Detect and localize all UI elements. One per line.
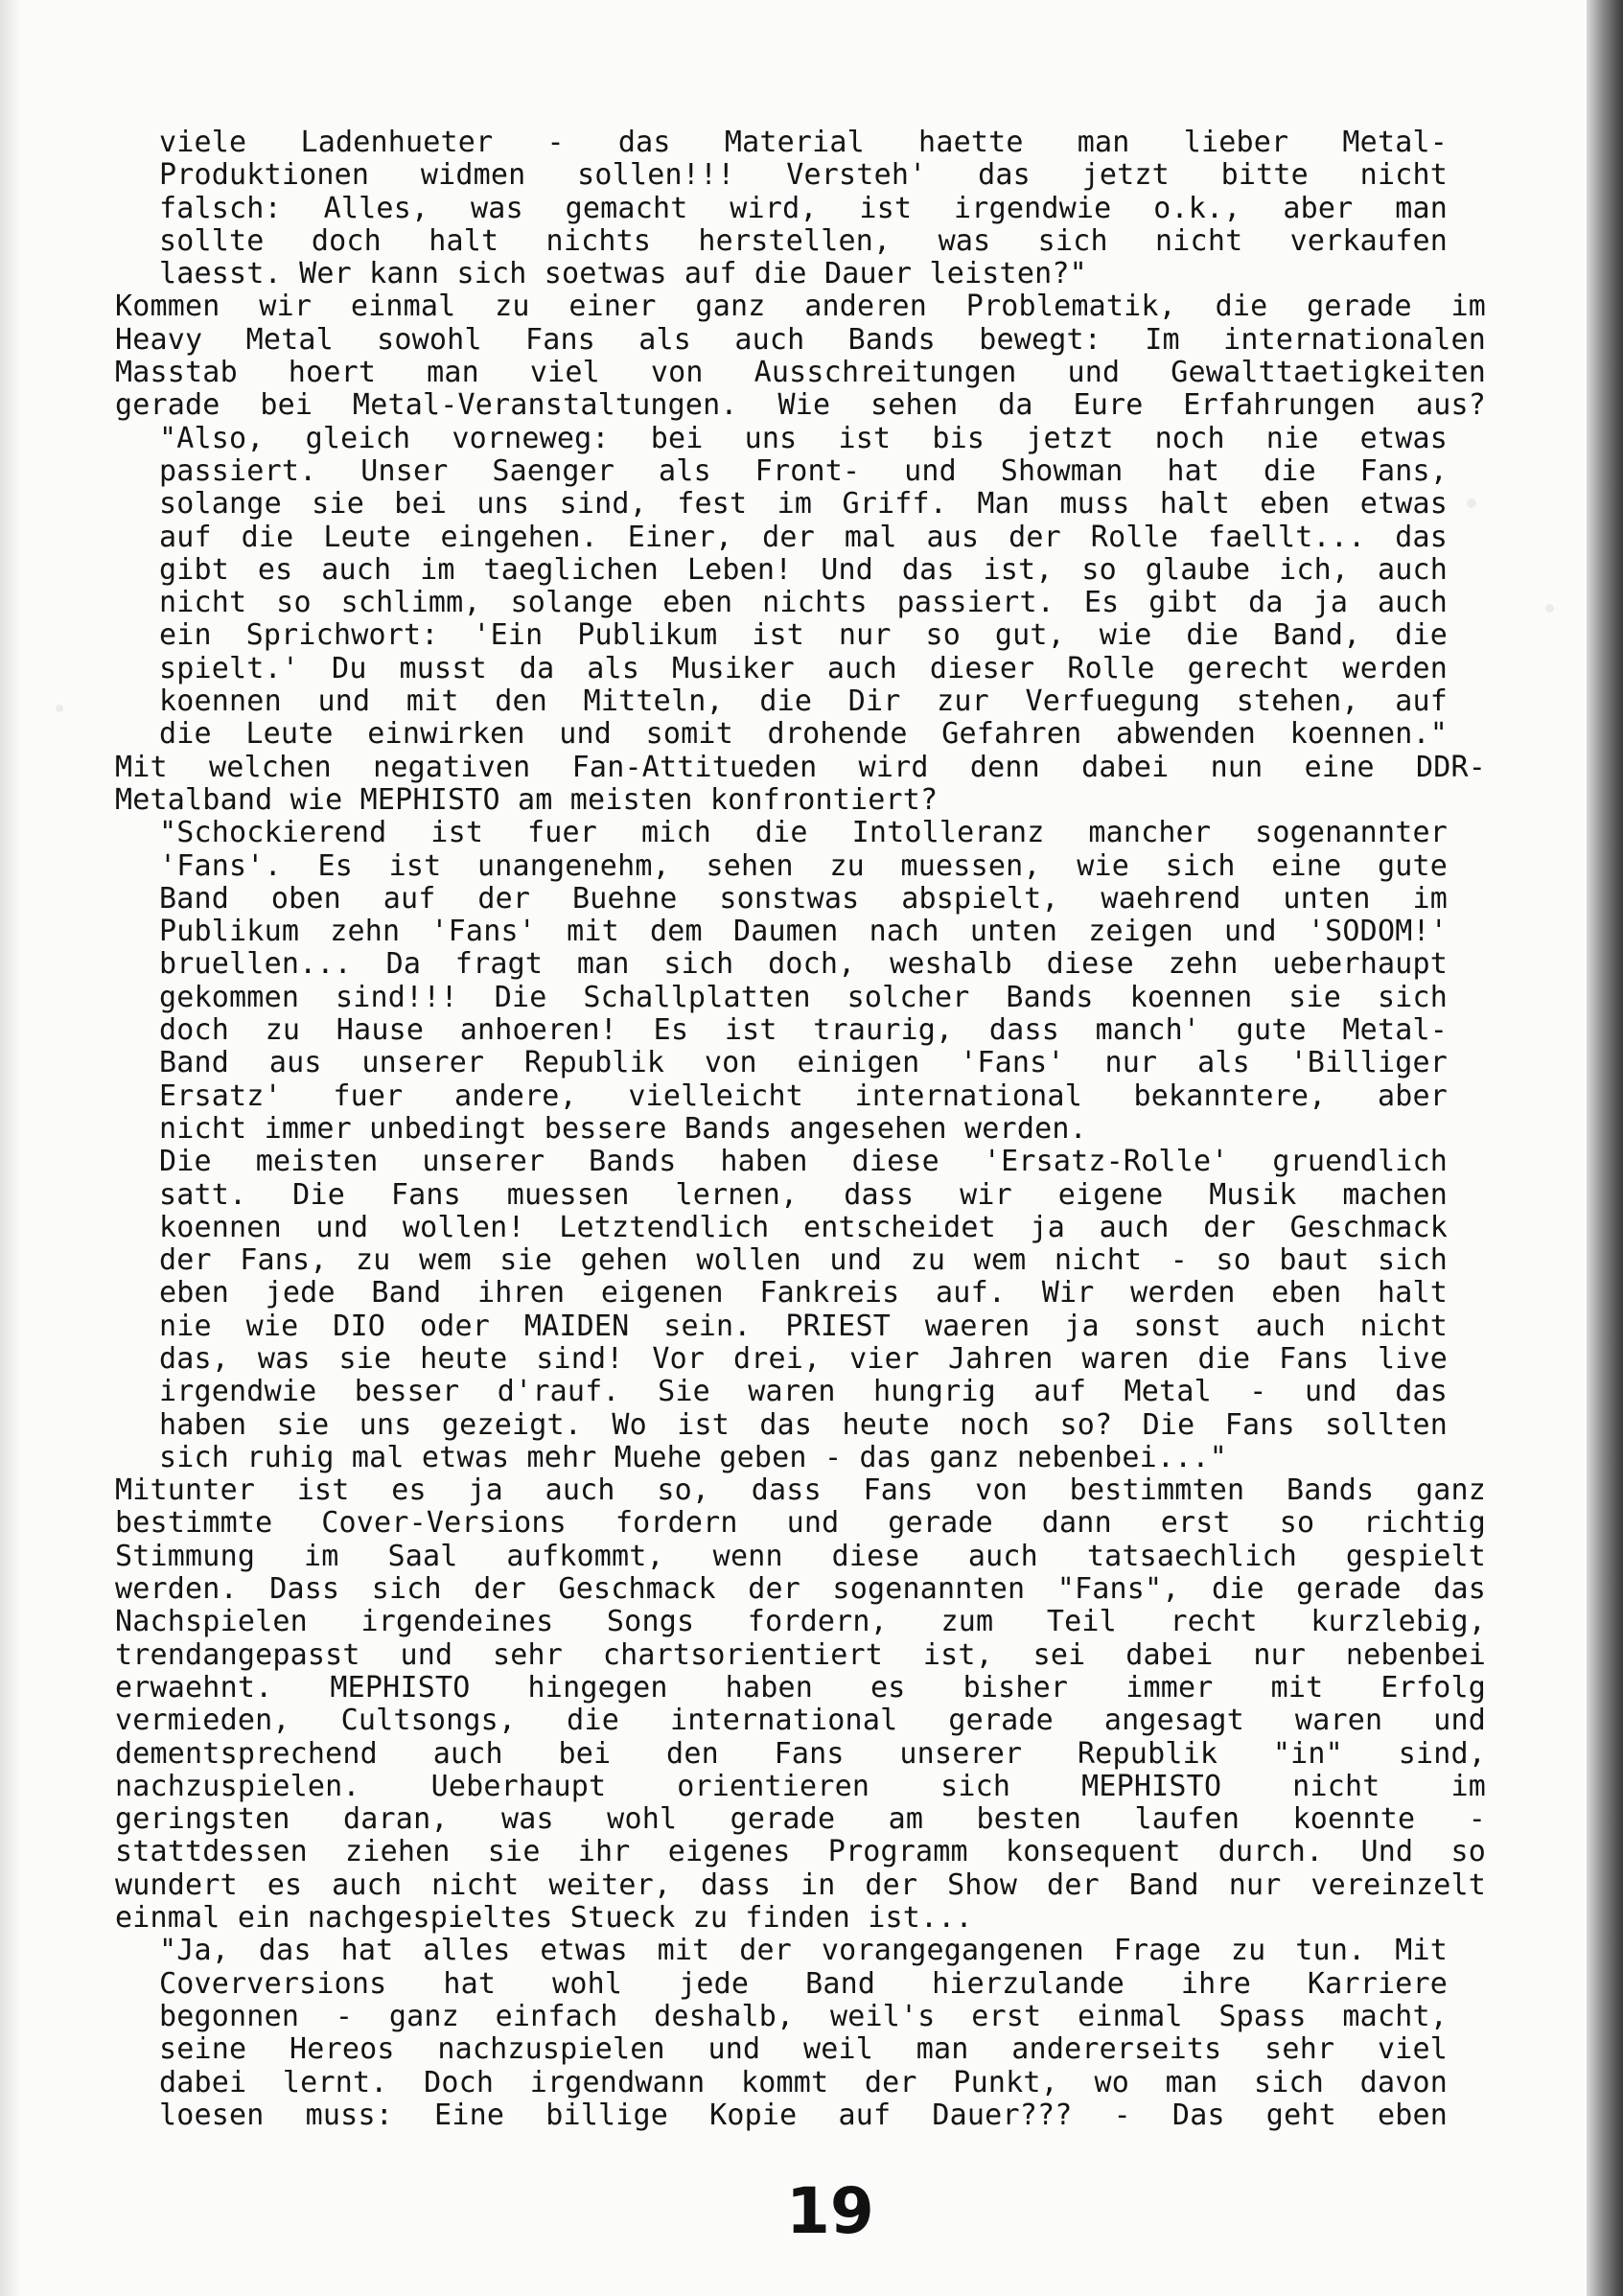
text-line: seine Hereos nachzuspielen und weil man andererseits sehr viel xyxy=(159,2033,1448,2067)
dust-speck xyxy=(56,705,63,712)
dust-speck xyxy=(1545,604,1554,613)
text-line: nie wie DIO oder MAIDEN sein. PRIEST waeren ja sonst auch nicht xyxy=(159,1310,1448,1343)
text-line: gibt es auch im taeglichen Leben! Und das ist, so glaube ich, auch xyxy=(159,553,1448,587)
text-line: koennen und mit den Mitteln, die Dir zur Verfuegung stehen, auf xyxy=(159,685,1448,719)
text-line: bestimmte Cover-Versions fordern und gerade dann erst so richtig xyxy=(115,1507,1486,1541)
text-line: eben jede Band ihren eigenen Fankreis auf. Wir werden eben halt xyxy=(159,1277,1448,1310)
text-line: solange sie bei uns sind, fest im Griff. Man muss halt eben etwas xyxy=(159,488,1448,522)
text-line: trendangepasst und sehr chartsorientiert ist, sei dabei nur nebenbei xyxy=(115,1638,1486,1672)
text-line: erwaehnt. MEPHISTO hingegen haben es bisher immer mit Erfolg xyxy=(115,1671,1486,1705)
text-line: passiert. Unser Saenger als Front- und Showman hat die Fans, xyxy=(159,454,1448,488)
text-line: Metalband wie MEPHISTO am meisten konfrontiert? xyxy=(115,782,939,817)
text-line: falsch: Alles, was gemacht wird, ist irgendwie o.k., aber man xyxy=(159,192,1448,225)
scan-right-edge xyxy=(1587,0,1623,2296)
text-line: satt. Die Fans muessen lernen, dass wir eigene Musik machen xyxy=(159,1178,1448,1212)
text-line: Coverversions hat wohl jede Band hierzulande ihre Karriere xyxy=(159,1967,1448,2001)
text-line: "Schockierend ist fuer mich die Intolleranz mancher sogenannter xyxy=(159,817,1448,850)
text-line: nachzuspielen. Ueberhaupt orientieren sich MEPHISTO nicht im xyxy=(115,1770,1486,1803)
article-body xyxy=(115,127,1495,2132)
text-line: wundert es auch nicht weiter, dass in der Show der Band nur vereinzelt xyxy=(115,1868,1486,1902)
text-line: "Also, gleich vorneweg: bei uns ist bis jetzt noch nie etwas xyxy=(159,422,1448,455)
text-line: begonnen - ganz einfach deshalb, weil's erst einmal Spass macht, xyxy=(159,2000,1448,2033)
text-line: bruellen... Da fragt man sich doch, weshalb diese zehn ueberhaupt xyxy=(159,948,1448,982)
text-line: sollte doch halt nichts herstellen, was sich nicht verkaufen xyxy=(159,224,1448,258)
text-line: ein Sprichwort: 'Ein Publikum ist nur so gut, wie die Band, die xyxy=(159,619,1448,653)
text-line: das, was sie heute sind! Vor drei, vier Jahren waren die Fans live xyxy=(159,1342,1448,1376)
text-line: haben sie uns gezeigt. Wo ist das heute noch so? Die Fans sollten xyxy=(159,1408,1448,1442)
text-line: viele Ladenhueter - das Material haette man lieber Metal- xyxy=(159,127,1448,159)
text-line: "Ja, das hat alles etwas mit der vorangegangenen Frage zu tun. Mit xyxy=(159,1935,1448,1968)
text-line: der Fans, zu wem sie gehen wollen und zu wem nicht - so baut sich xyxy=(159,1244,1448,1278)
text-line: nicht so schlimm, solange eben nichts passiert. Es gibt da ja auch xyxy=(159,587,1448,620)
text-line: Stimmung im Saal aufkommt, wenn diese auch tatsaechlich gespielt xyxy=(115,1540,1486,1573)
text-line: koennen und wollen! Letztendlich entscheidet ja auch der Geschmack xyxy=(159,1211,1448,1244)
text-line: vermieden, Cultsongs, die international gerade angesagt waren und xyxy=(115,1705,1486,1738)
text-line: sich ruhig mal etwas mehr Muehe geben - das ganz nebenbei..." xyxy=(159,1440,1227,1474)
text-line: Heavy Metal sowohl Fans als auch Bands bewegt: Im internationalen xyxy=(115,323,1486,357)
text-line: nicht immer unbedingt bessere Bands angesehen werden. xyxy=(159,1111,1087,1146)
text-line: Ersatz' fuer andere, vielleicht international bekanntere, aber xyxy=(159,1079,1448,1113)
text-line: Produktionen widmen sollen!!! Versteh' das jetzt bitte nicht xyxy=(159,159,1448,193)
text-line: Mitunter ist es ja auch so, dass Fans von bestimmten Bands ganz xyxy=(115,1474,1486,1508)
page-number: 19 xyxy=(786,2174,874,2248)
text-line: gerade bei Metal-Veranstaltungen. Wie sehen da Eure Erfahrungen aus? xyxy=(115,389,1486,423)
text-line: Nachspielen irgendeines Songs fordern, zum Teil recht kurzlebig, xyxy=(115,1606,1486,1639)
text-line: irgendwie besser d'rauf. Sie waren hungrig auf Metal - und das xyxy=(159,1376,1448,1409)
text-line: Publikum zehn 'Fans' mit dem Daumen nach unten zeigen und 'SODOM!' xyxy=(159,916,1448,949)
text-line: dementsprechend auch bei den Fans unserer Republik "in" sind, xyxy=(115,1737,1486,1771)
text-line: auf die Leute eingehen. Einer, der mal aus der Rolle faellt... das xyxy=(159,521,1448,554)
text-line: Band oben auf der Buehne sonstwas abspielt, waehrend unten im xyxy=(159,882,1448,916)
text-line: werden. Dass sich der Geschmack der sogenannten "Fans", die gerade das xyxy=(115,1573,1486,1607)
text-line: stattdessen ziehen sie ihr eigenes Programm konsequent durch. Und so xyxy=(115,1836,1486,1869)
text-line: die Leute einwirken und somit drohende Gefahren abwenden koennen." xyxy=(159,718,1448,752)
text-line: dabei lernt. Doch irgendwann kommt der Punkt, wo man sich davon xyxy=(159,2066,1448,2099)
text-line: doch zu Hause anhoeren! Es ist traurig, dass manch' gute Metal- xyxy=(159,1014,1448,1048)
text-line: Band aus unserer Republik von einigen 'Fans' nur als 'Billiger xyxy=(159,1047,1448,1080)
text-line: Die meisten unserer Bands haben diese 'Ersatz-Rolle' gruendlich xyxy=(159,1146,1448,1179)
scan-left-edge xyxy=(0,0,21,2296)
text-line: laesst. Wer kann sich soetwas auf die Dauer leisten?" xyxy=(159,257,1087,291)
text-line: einmal ein nachgespieltes Stueck zu finden ist... xyxy=(115,1901,973,1936)
text-line: Mit welchen negativen Fan-Attitueden wird denn dabei nun eine DDR- xyxy=(115,751,1486,784)
text-line: 'Fans'. Es ist unangenehm, sehen zu muessen, wie sich eine gute xyxy=(159,849,1448,883)
text-line: spielt.' Du musst da als Musiker auch dieser Rolle gerecht werden xyxy=(159,652,1448,685)
text-line: Kommen wir einmal zu einer ganz anderen Problematik, die gerade im xyxy=(115,290,1486,324)
text-line: geringsten daran, was wohl gerade am besten laufen koennte - xyxy=(115,1803,1486,1837)
text-line: gekommen sind!!! Die Schallplatten solcher Bands koennen sie sich xyxy=(159,981,1448,1014)
text-line: loesen muss: Eine billige Kopie auf Dauer??? - Das geht eben xyxy=(159,2099,1448,2132)
text-line: Masstab hoert man viel von Ausschreitungen und Gewalttaetigkeiten xyxy=(115,357,1486,390)
